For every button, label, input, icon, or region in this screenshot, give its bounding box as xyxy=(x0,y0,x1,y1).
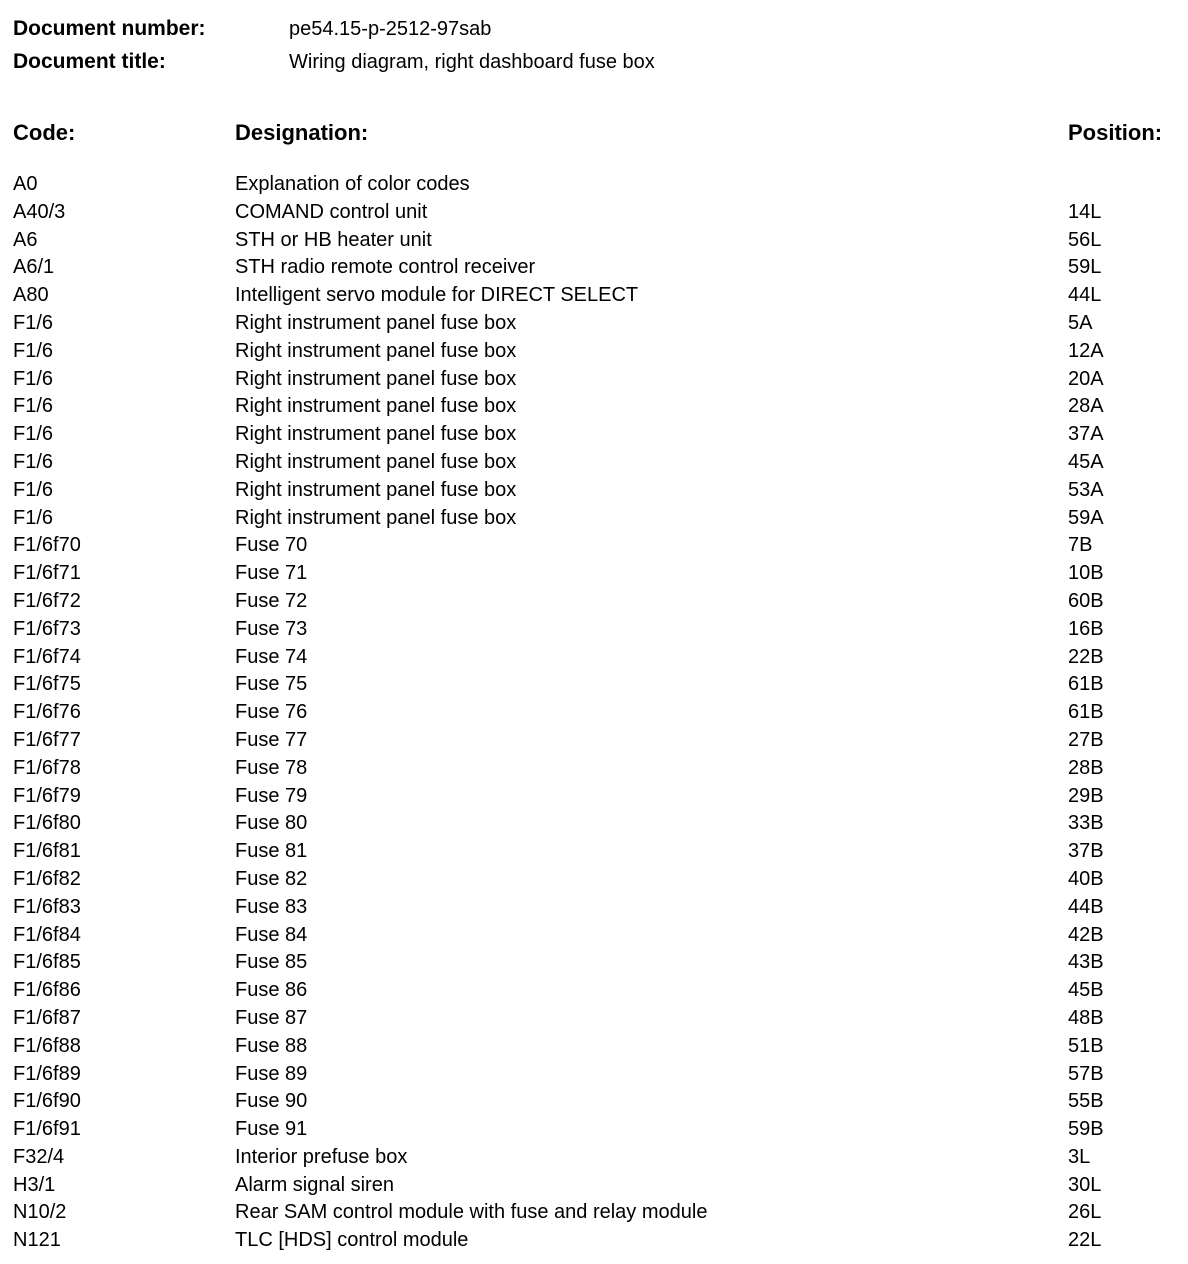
table-row xyxy=(0,171,1188,199)
position-cell: 48B xyxy=(1068,1006,1104,1029)
position-cell: 43B xyxy=(1068,951,1104,974)
code-cell: F1/6f84 xyxy=(13,923,81,946)
designation-cell: Fuse 87 xyxy=(235,1006,308,1029)
code-cell: F1/6f83 xyxy=(13,895,81,918)
code-cell: F1/6f91 xyxy=(13,1118,81,1141)
designation-cell: Interior prefuse box xyxy=(235,1145,408,1168)
designation-cell: Fuse 75 xyxy=(235,673,308,696)
table-row xyxy=(0,588,1188,616)
table-row xyxy=(0,1116,1188,1144)
position-cell: 12A xyxy=(1068,339,1104,362)
designation-cell: Fuse 88 xyxy=(235,1034,308,1057)
designation-cell: STH or HB heater unit xyxy=(235,228,432,251)
code-cell: F1/6f73 xyxy=(13,617,81,640)
designation-cell: Right instrument panel fuse box xyxy=(235,506,517,529)
designation-cell: Explanation of color codes xyxy=(235,173,470,195)
code-cell: F1/6 xyxy=(13,450,54,473)
code-cell: F1/6f76 xyxy=(13,701,81,724)
designation-cell: Fuse 70 xyxy=(235,534,308,557)
table-row xyxy=(0,1144,1188,1172)
code-cell: F1/6f88 xyxy=(13,1034,81,1057)
table-row xyxy=(0,699,1188,727)
position-cell: 61B xyxy=(1068,701,1104,724)
code-cell: F1/6f86 xyxy=(13,979,81,1002)
code-cell: F1/6f90 xyxy=(13,1090,81,1113)
code-cell: F1/6f81 xyxy=(13,840,81,863)
table-row xyxy=(0,199,1188,227)
code-cell: F1/6 xyxy=(13,395,54,418)
designation-cell: Fuse 72 xyxy=(235,589,308,612)
position-cell: 28A xyxy=(1068,395,1104,418)
table-row xyxy=(0,310,1188,338)
table-row xyxy=(0,977,1188,1005)
position-cell: 59L xyxy=(1068,256,1102,279)
table-row xyxy=(0,838,1188,866)
position-cell: 7B xyxy=(1068,534,1093,557)
code-cell: F1/6f82 xyxy=(13,867,81,890)
designation-cell: Fuse 89 xyxy=(235,1062,308,1085)
table-row xyxy=(0,393,1188,421)
table-row xyxy=(0,366,1188,394)
position-cell: 22L xyxy=(1068,1229,1102,1252)
position-cell: 20A xyxy=(1068,367,1104,390)
position-cell: 26L xyxy=(1068,1201,1102,1224)
designation-cell: Fuse 79 xyxy=(235,784,308,807)
designation-cell: Fuse 77 xyxy=(235,728,308,751)
table-row xyxy=(0,755,1188,783)
component-table xyxy=(0,171,1188,1255)
designation-cell: Right instrument panel fuse box xyxy=(235,395,517,418)
designation-cell: Fuse 86 xyxy=(235,979,308,1002)
code-cell: A0 xyxy=(13,173,38,195)
table-row xyxy=(0,727,1188,755)
code-cell: F1/6 xyxy=(13,478,54,501)
position-cell: 44B xyxy=(1068,895,1104,918)
designation-cell: TLC [HDS] control module xyxy=(235,1229,469,1252)
code-cell: A6/1 xyxy=(13,256,55,279)
code-cell: F1/6f72 xyxy=(13,589,81,612)
table-row xyxy=(0,922,1188,950)
code-cell: F1/6 xyxy=(13,311,54,334)
code-cell: F1/6 xyxy=(13,367,54,390)
position-cell: 10B xyxy=(1068,562,1104,585)
position-cell: 51B xyxy=(1068,1034,1104,1057)
designation-cell: Fuse 73 xyxy=(235,617,308,640)
designation-cell: Right instrument panel fuse box xyxy=(235,339,517,362)
code-cell: F1/6f77 xyxy=(13,728,81,751)
code-cell: A6 xyxy=(13,228,38,251)
table-row xyxy=(0,1199,1188,1227)
position-cell: 56L xyxy=(1068,228,1102,251)
table-row xyxy=(0,1061,1188,1089)
code-cell: F1/6 xyxy=(13,423,54,446)
table-row xyxy=(0,560,1188,588)
code-cell: F1/6f71 xyxy=(13,562,81,585)
table-row xyxy=(0,282,1188,310)
position-cell: 55B xyxy=(1068,1090,1104,1113)
table-row xyxy=(0,254,1188,282)
position-cell: 29B xyxy=(1068,784,1104,807)
position-column-header: Position: xyxy=(1068,120,1163,145)
designation-cell: Rear SAM control module with fuse and relay module xyxy=(235,1201,708,1224)
designation-cell: Fuse 78 xyxy=(235,756,308,779)
code-cell: F1/6 xyxy=(13,339,54,362)
position-cell: 57B xyxy=(1068,1062,1104,1085)
table-row xyxy=(0,477,1188,505)
table-row xyxy=(0,894,1188,922)
position-cell: 59A xyxy=(1068,506,1104,529)
code-cell: N121 xyxy=(13,1229,61,1252)
designation-cell: Intelligent servo module for DIRECT SELECT xyxy=(235,284,639,307)
table-row xyxy=(0,1088,1188,1116)
table-row xyxy=(0,421,1188,449)
designation-cell: Fuse 81 xyxy=(235,840,308,863)
designation-cell: Fuse 71 xyxy=(235,562,308,585)
position-cell: 44L xyxy=(1068,284,1102,307)
table-row xyxy=(0,783,1188,811)
code-cell: F1/6 xyxy=(13,506,54,529)
table-row xyxy=(0,338,1188,366)
code-column-header: Code: xyxy=(13,120,76,145)
code-cell: F1/6f75 xyxy=(13,673,81,696)
code-cell: A80 xyxy=(13,284,49,307)
code-cell: F1/6f70 xyxy=(13,534,81,557)
position-cell: 28B xyxy=(1068,756,1104,779)
designation-cell: Right instrument panel fuse box xyxy=(235,450,517,473)
designation-cell: Fuse 76 xyxy=(235,701,308,724)
designation-cell: Fuse 80 xyxy=(235,812,308,835)
table-row xyxy=(0,616,1188,644)
designation-cell: Right instrument panel fuse box xyxy=(235,367,517,390)
table-row xyxy=(0,866,1188,894)
designation-cell: Fuse 91 xyxy=(235,1118,308,1141)
position-cell: 40B xyxy=(1068,867,1104,890)
code-cell: F1/6f87 xyxy=(13,1006,81,1029)
table-row xyxy=(0,949,1188,977)
designation-cell: Right instrument panel fuse box xyxy=(235,423,517,446)
position-cell: 45A xyxy=(1068,450,1104,473)
position-cell: 61B xyxy=(1068,673,1104,696)
code-cell: N10/2 xyxy=(13,1201,67,1224)
table-row xyxy=(0,810,1188,838)
table-row xyxy=(0,644,1188,672)
designation-cell: STH radio remote control receiver xyxy=(235,256,536,279)
designation-cell: Right instrument panel fuse box xyxy=(235,311,517,334)
position-cell: 60B xyxy=(1068,589,1104,612)
position-cell: 59B xyxy=(1068,1118,1104,1141)
position-cell: 30L xyxy=(1068,1173,1102,1196)
designation-column-header: Designation: xyxy=(235,120,369,145)
position-cell: 37A xyxy=(1068,423,1104,446)
designation-cell: Alarm signal siren xyxy=(235,1173,394,1196)
code-cell: F1/6f74 xyxy=(13,645,81,668)
position-cell: 14L xyxy=(1068,200,1102,223)
document-title-value: Wiring diagram, right dashboard fuse box xyxy=(289,51,655,73)
position-cell: 27B xyxy=(1068,728,1104,751)
designation-cell: Fuse 82 xyxy=(235,867,308,890)
table-row xyxy=(0,532,1188,560)
code-cell: F1/6f78 xyxy=(13,756,81,779)
designation-cell: Fuse 90 xyxy=(235,1090,308,1113)
code-cell: F1/6f85 xyxy=(13,951,81,974)
designation-cell: Fuse 83 xyxy=(235,895,308,918)
table-row xyxy=(0,1172,1188,1200)
position-cell: 3L xyxy=(1068,1145,1091,1168)
document-title-label: Document title: xyxy=(13,50,166,73)
designation-cell: Fuse 85 xyxy=(235,951,308,974)
position-cell: 5A xyxy=(1068,311,1093,334)
code-cell: F1/6f80 xyxy=(13,812,81,835)
table-row xyxy=(0,1005,1188,1033)
table-header xyxy=(0,119,1188,147)
code-cell: H3/1 xyxy=(13,1173,56,1196)
table-row xyxy=(0,449,1188,477)
document-number-value: pe54.15-p-2512-97sab xyxy=(289,18,492,40)
designation-cell: COMAND control unit xyxy=(235,200,428,223)
designation-cell: Fuse 84 xyxy=(235,923,308,946)
table-row xyxy=(0,1227,1188,1255)
position-cell: 22B xyxy=(1068,645,1104,668)
position-cell: 42B xyxy=(1068,923,1104,946)
code-cell: F1/6f89 xyxy=(13,1062,81,1085)
position-cell: 45B xyxy=(1068,979,1104,1002)
code-cell: A40/3 xyxy=(13,200,66,223)
code-cell: F32/4 xyxy=(13,1145,65,1168)
table-row xyxy=(0,227,1188,255)
position-cell: 16B xyxy=(1068,617,1104,640)
code-cell: F1/6f79 xyxy=(13,784,81,807)
designation-cell: Right instrument panel fuse box xyxy=(235,478,517,501)
position-cell: 37B xyxy=(1068,840,1104,863)
position-cell: 33B xyxy=(1068,812,1104,835)
position-cell: 53A xyxy=(1068,478,1104,501)
table-row xyxy=(0,1033,1188,1061)
designation-cell: Fuse 74 xyxy=(235,645,308,668)
table-row xyxy=(0,505,1188,533)
table-row xyxy=(0,671,1188,699)
document-number-label: Document number: xyxy=(13,17,206,40)
